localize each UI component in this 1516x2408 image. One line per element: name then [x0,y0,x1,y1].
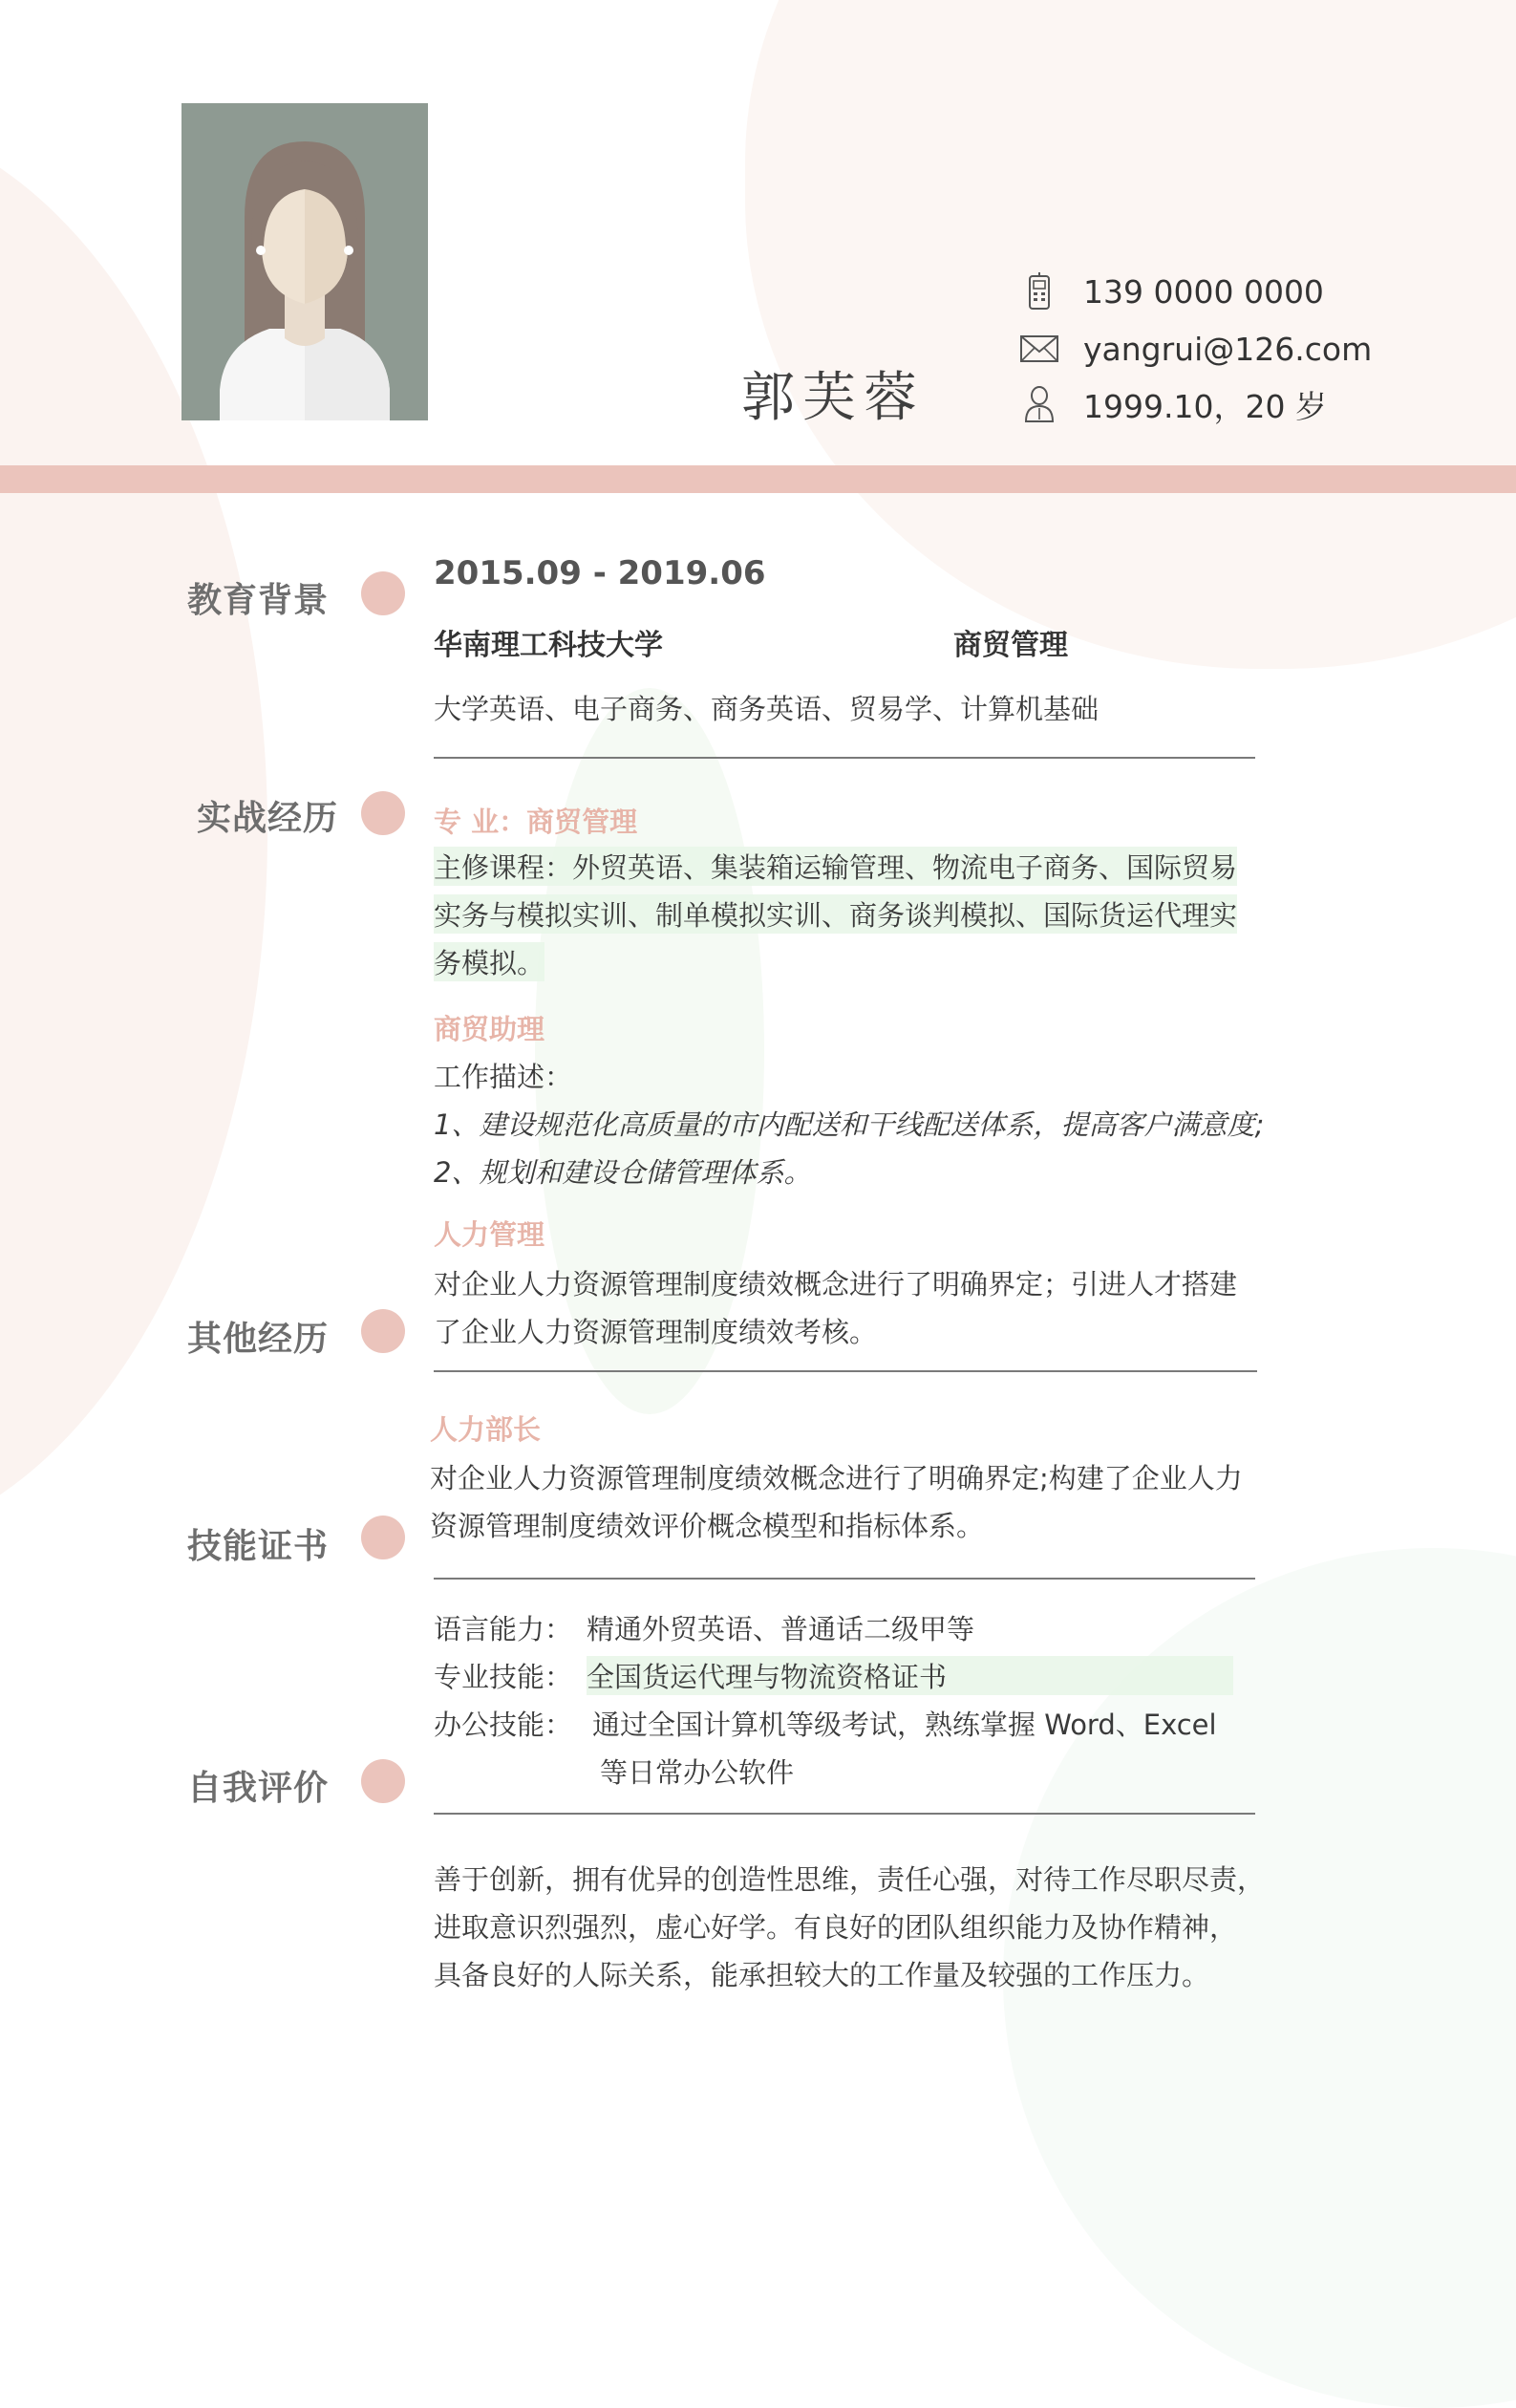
section-divider [434,1813,1255,1815]
section-title-skills: 技能证书 [187,1527,330,1566]
practice-desc-line: 主修课程：外贸英语、集装箱运输管理、物流电子商务、国际贸易 [434,847,1237,886]
practice-desc-line: 2、规划和建设仓储管理体系。 [434,1156,812,1189]
education-courses: 大学英语、电子商务、商务英语、贸易学、计算机基础 [434,693,1100,725]
section-divider [434,757,1255,759]
skill-value: 通过全国计算机等级考试，熟练掌握 Word、Excel [592,1709,1217,1741]
practice-title-hr: 人力管理 [434,1218,545,1251]
section-title-education: 教育背景 [187,581,330,620]
user-icon [1016,385,1062,423]
education-major: 商贸管理 [953,629,1068,662]
other-desc-line: 资源管理制度绩效评价概念模型和指标体系。 [430,1510,985,1542]
practice-desc-line: 实务与模拟实训、制单模拟实训、商务谈判模拟、国际货运代理实 [434,894,1237,934]
practice-desc-line: 务模拟。 [434,942,544,981]
birth-age: 1999.10，20 岁 [1083,387,1327,425]
self-eval-line: 具备良好的人际关系，能承担较大的工作量及较强的工作压力。 [434,1959,1210,1991]
contact-phone [1016,272,1324,311]
skill-value: 全国货运代理与物流资格证书 [587,1656,1233,1695]
section-divider [434,1370,1257,1372]
education-period: 2015.09 - 2019.06 [434,554,766,592]
other-desc-line: 对企业人力资源管理制度绩效概念进行了明确界定;构建了企业人力 [430,1462,1243,1494]
section-dot [361,1759,405,1803]
skill-label: 专业技能： [434,1661,573,1693]
section-divider [434,1578,1255,1580]
section-title-self: 自我评价 [187,1769,330,1808]
background-shape [535,688,764,1414]
self-eval-line: 善于创新，拥有优异的创造性思维，责任心强，对待工作尽职尽责， [434,1863,1266,1896]
practice-title-major: 专 业：商贸管理 [434,806,638,838]
section-dot [361,791,405,835]
mail-icon [1016,330,1062,368]
skill-value: 等日常办公软件 [600,1756,795,1789]
practice-desc-line: 对企业人力资源管理制度绩效概念进行了明确界定；引进人才搭建 [434,1268,1238,1301]
self-eval-line: 进取意识烈强烈，虚心好学。有良好的团队组织能力及协作精神， [434,1911,1238,1944]
practice-desc-line: 了企业人力资源管理制度绩效考核。 [434,1316,878,1348]
skill-label: 语言能力： [434,1613,573,1645]
section-title-practice: 实战经历 [197,799,339,838]
section-dot [361,1516,405,1559]
skill-label: 办公技能： [434,1709,573,1741]
skill-value: 精通外贸英语、普通话二级甲等 [587,1613,975,1645]
profile-photo [181,103,428,420]
contact-email [1016,330,1372,368]
contact-birth [1016,385,1327,423]
section-dot [361,1309,405,1353]
other-title: 人力部长 [430,1413,542,1446]
practice-title-assistant: 商贸助理 [434,1013,545,1045]
practice-desc-line: 工作描述： [434,1061,573,1093]
education-school: 华南理工科技大学 [434,629,663,662]
practice-desc-line: 1、建设规范化高质量的市内配送和干线配送体系，提高客户满意度; [434,1108,1265,1141]
section-dot [361,571,405,615]
header-divider-band [0,465,1516,493]
candidate-name: 郭芙蓉 [741,367,925,429]
phone-icon [1016,272,1062,311]
phone-number: 139 0000 0000 [1083,272,1324,311]
email-address: yangrui@126.com [1083,330,1373,368]
section-title-other: 其他经历 [187,1320,330,1359]
